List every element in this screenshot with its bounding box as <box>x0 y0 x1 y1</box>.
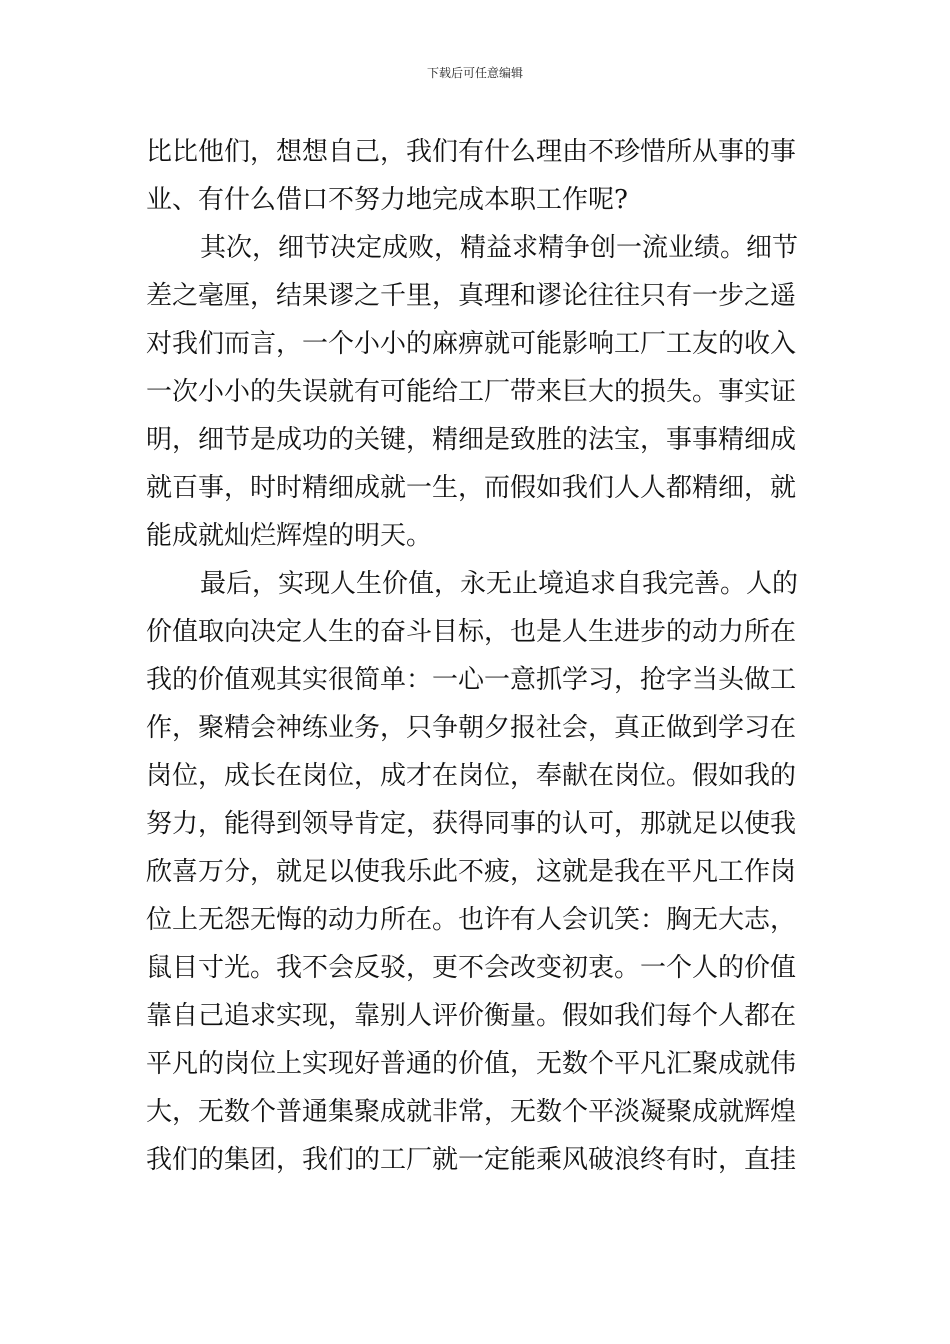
text-line: 我的价值观其实很简单：一心一意抓学习，抢字当头做工 <box>146 665 797 695</box>
text-line: 比比他们，想想自己，我们有什么理由不珍惜所从事的事 <box>146 137 797 167</box>
text-line: 价值取向决定人生的奋斗目标，也是人生进步的动力所在 <box>146 617 797 647</box>
text-line: 其次，细节决定成败，精益求精争创一流业绩。细节 <box>200 233 799 263</box>
text-line: 岗位，成长在岗位，成才在岗位，奉献在岗位。假如我的 <box>146 761 797 791</box>
text-line: 明，细节是成功的关键，精细是致胜的法宝，事事精细成 <box>146 425 797 455</box>
text-line: 最后，实现人生价值，永无止境追求自我完善。人的 <box>200 569 799 599</box>
body-text <box>146 128 826 1184</box>
text-line: 一次小小的失误就有可能给工厂带来巨大的损失。事实证 <box>146 377 797 407</box>
text-line: 我们的集团，我们的工厂就一定能乘风破浪终有时，直挂 <box>146 1145 797 1175</box>
text-line: 差之毫厘，结果谬之千里，真理和谬论往往只有一步之遥 <box>146 281 797 311</box>
text-line: 欣喜万分，就足以使我乐此不疲，这就是我在平凡工作岗 <box>146 857 797 887</box>
text-line: 靠自己追求实现，靠别人评价衡量。假如我们每个人都在 <box>146 1001 797 1031</box>
text-line: 业、有什么借口不努力地完成本职工作呢? <box>146 185 628 215</box>
text-line: 平凡的岗位上实现好普通的价值，无数个平凡汇聚成就伟 <box>146 1049 797 1079</box>
text-line: 大，无数个普通集聚成就非常，无数个平淡凝聚成就辉煌 <box>146 1097 797 1127</box>
text-line: 作，聚精会神练业务，只争朝夕报社会，真正做到学习在 <box>146 713 797 743</box>
header-note: 下载后可任意编辑 <box>426 66 523 80</box>
text-line: 能成就灿烂辉煌的明天。 <box>146 521 433 551</box>
text-line: 努力，能得到领导肯定，获得同事的认可，那就足以使我 <box>146 809 797 839</box>
text-line: 就百事，时时精细成就一生，而假如我们人人都精细，就 <box>146 473 797 503</box>
text-line: 鼠目寸光。我不会反驳，更不会改变初衷。一个人的价值 <box>146 953 797 983</box>
text-line: 位上无怨无悔的动力所在。也许有人会讥笑：胸无大志， <box>146 905 797 935</box>
text-line: 对我们而言，一个小小的麻痹就可能影响工厂工友的收入 <box>146 329 797 359</box>
